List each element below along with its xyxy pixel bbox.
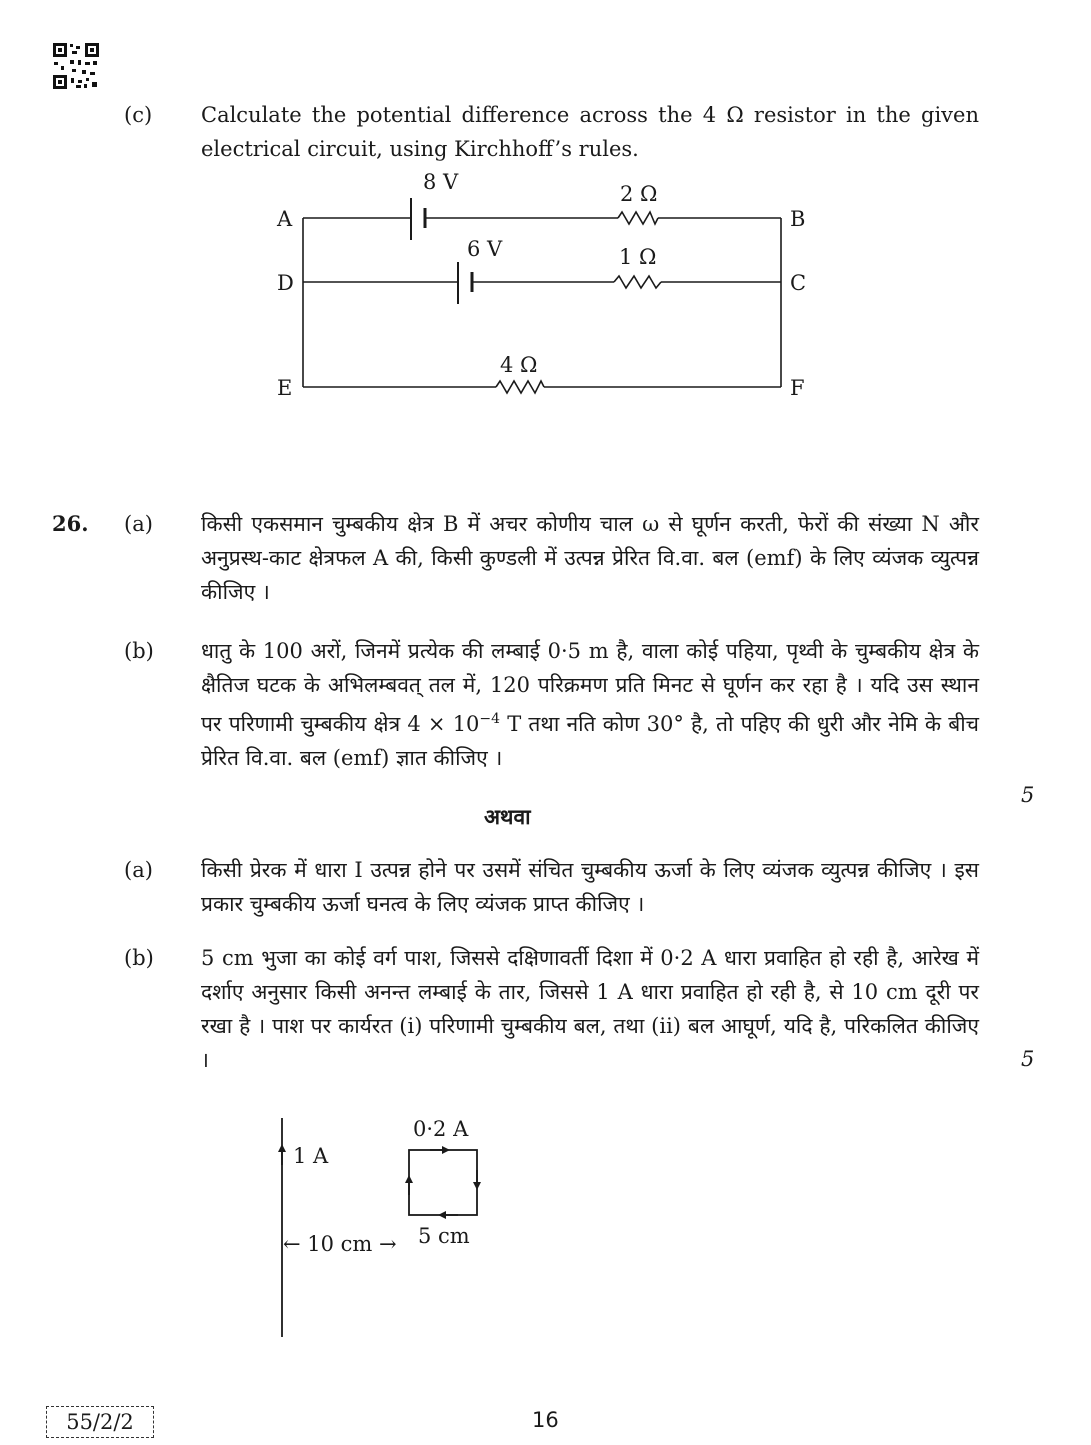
paper-code: 55/2/2	[46, 1406, 154, 1438]
part-c-text: Calculate the potential difference across the 4 Ω resistor in the given electrical circuit, using Kirchhoff’s rules.	[201, 103, 979, 161]
q26-b-text-after: T तथा नति कोण 30° है, तो पहिए की धुरी और नेमि के बीच प्रेरित वि.वा. बल (emf) ज्ञात कीजिए ।	[201, 712, 979, 770]
node-c: C	[790, 271, 807, 295]
resistor-2-ohm-symbol	[618, 212, 658, 224]
resistor-1-ohm-symbol	[614, 276, 661, 288]
resistor-1-ohm-label: 1 Ω	[619, 245, 657, 269]
q26-a-label: (a)	[124, 512, 153, 536]
battery-6v-symbol	[458, 262, 472, 304]
alt-b-text: 5 cm भुजा का कोई वर्ग पाश, जिससे दक्षिणावर्ती दिशा में 0·2 A धारा प्रवाहित हो रही है, आरेख में दर्शाए अनुसार किसी अनन्त लम्बाई के तार, जिससे 1 A धारा प्रवाहित हो रही है, से 10 cm दूरी पर रखा है । पाश पर कार्यरत (i) परिणामी चुम्बकीय बल, तथा (ii) बल आघूर्ण, यदि है, परिकलित कीजिए ।	[201, 946, 979, 1072]
marks-1: 5	[1021, 783, 1035, 807]
qr-code	[52, 42, 100, 90]
node-d: D	[277, 271, 294, 295]
battery-6v-label: 6 V	[467, 237, 503, 261]
or-separator: अथवा	[484, 804, 531, 829]
wire-current-label: 1 A	[293, 1144, 329, 1168]
alt-a-label: (a)	[124, 858, 153, 882]
q26-b-label: (b)	[124, 639, 154, 663]
alt-b-label: (b)	[124, 946, 154, 970]
battery-8v-label: 8 V	[423, 170, 459, 194]
resistor-4-ohm-label: 4 Ω	[500, 353, 538, 377]
node-b: B	[790, 207, 806, 231]
q26-b-text-before: धातु के 100 अरों, जिनमें प्रत्येक की लम्बाई 0·5 m है, वाला कोई पहिया, पृथ्वी के चुम्बकीय क्षेत्र के क्षैतिज घटक के अभिलम्बवत् तल में, 120 परिक्रमण प्रति मिनट से घूर्णन कर रहा है । यदि उस स्थान पर परिणामी चुम्बकीय क्षेत्र 4 × 10	[201, 639, 979, 736]
marks-2: 5	[1021, 1047, 1035, 1071]
battery-8v-symbol	[411, 198, 425, 240]
q26-a-text: किसी एकसमान चुम्बकीय क्षेत्र B में अचर कोणीय चाल ω से घूर्णन करती, फेरों की संख्या N और अनुप्रस्थ-काट क्षेत्रफल A की, किसी कुण्डली में उत्पन्न प्रेरित वि.वा. बल (emf) के लिए व्यंजक व्युत्पन्न कीजिए ।	[201, 512, 979, 604]
resistor-2-ohm-label: 2 Ω	[620, 182, 658, 206]
square-loop	[409, 1150, 477, 1215]
loop-wire-diagram	[270, 1110, 510, 1345]
question-number: 26.	[52, 511, 89, 536]
circuit-diagram	[270, 165, 830, 405]
resistor-4-ohm-symbol	[496, 381, 544, 393]
page-number: 16	[532, 1408, 559, 1432]
distance-label: ← 10 cm →	[283, 1232, 397, 1256]
alt-a-text: किसी प्रेरक में धारा I उत्पन्न होने पर उसमें संचित चुम्बकीय ऊर्जा के लिए व्यंजक व्युत्पन्न कीजिए । इस प्रकार चुम्बकीय ऊर्जा घनत्व के लिए व्यंजक प्राप्त कीजिए ।	[201, 858, 979, 916]
part-c-label: (c)	[124, 103, 153, 127]
node-f: F	[790, 376, 805, 400]
loop-current-label: 0·2 A	[413, 1117, 469, 1141]
node-a: A	[277, 207, 293, 231]
q26-b-superscript: −4	[479, 711, 501, 727]
q26-b-text	[201, 634, 979, 775]
side-length-label: 5 cm	[418, 1224, 470, 1248]
node-e: E	[277, 376, 293, 400]
